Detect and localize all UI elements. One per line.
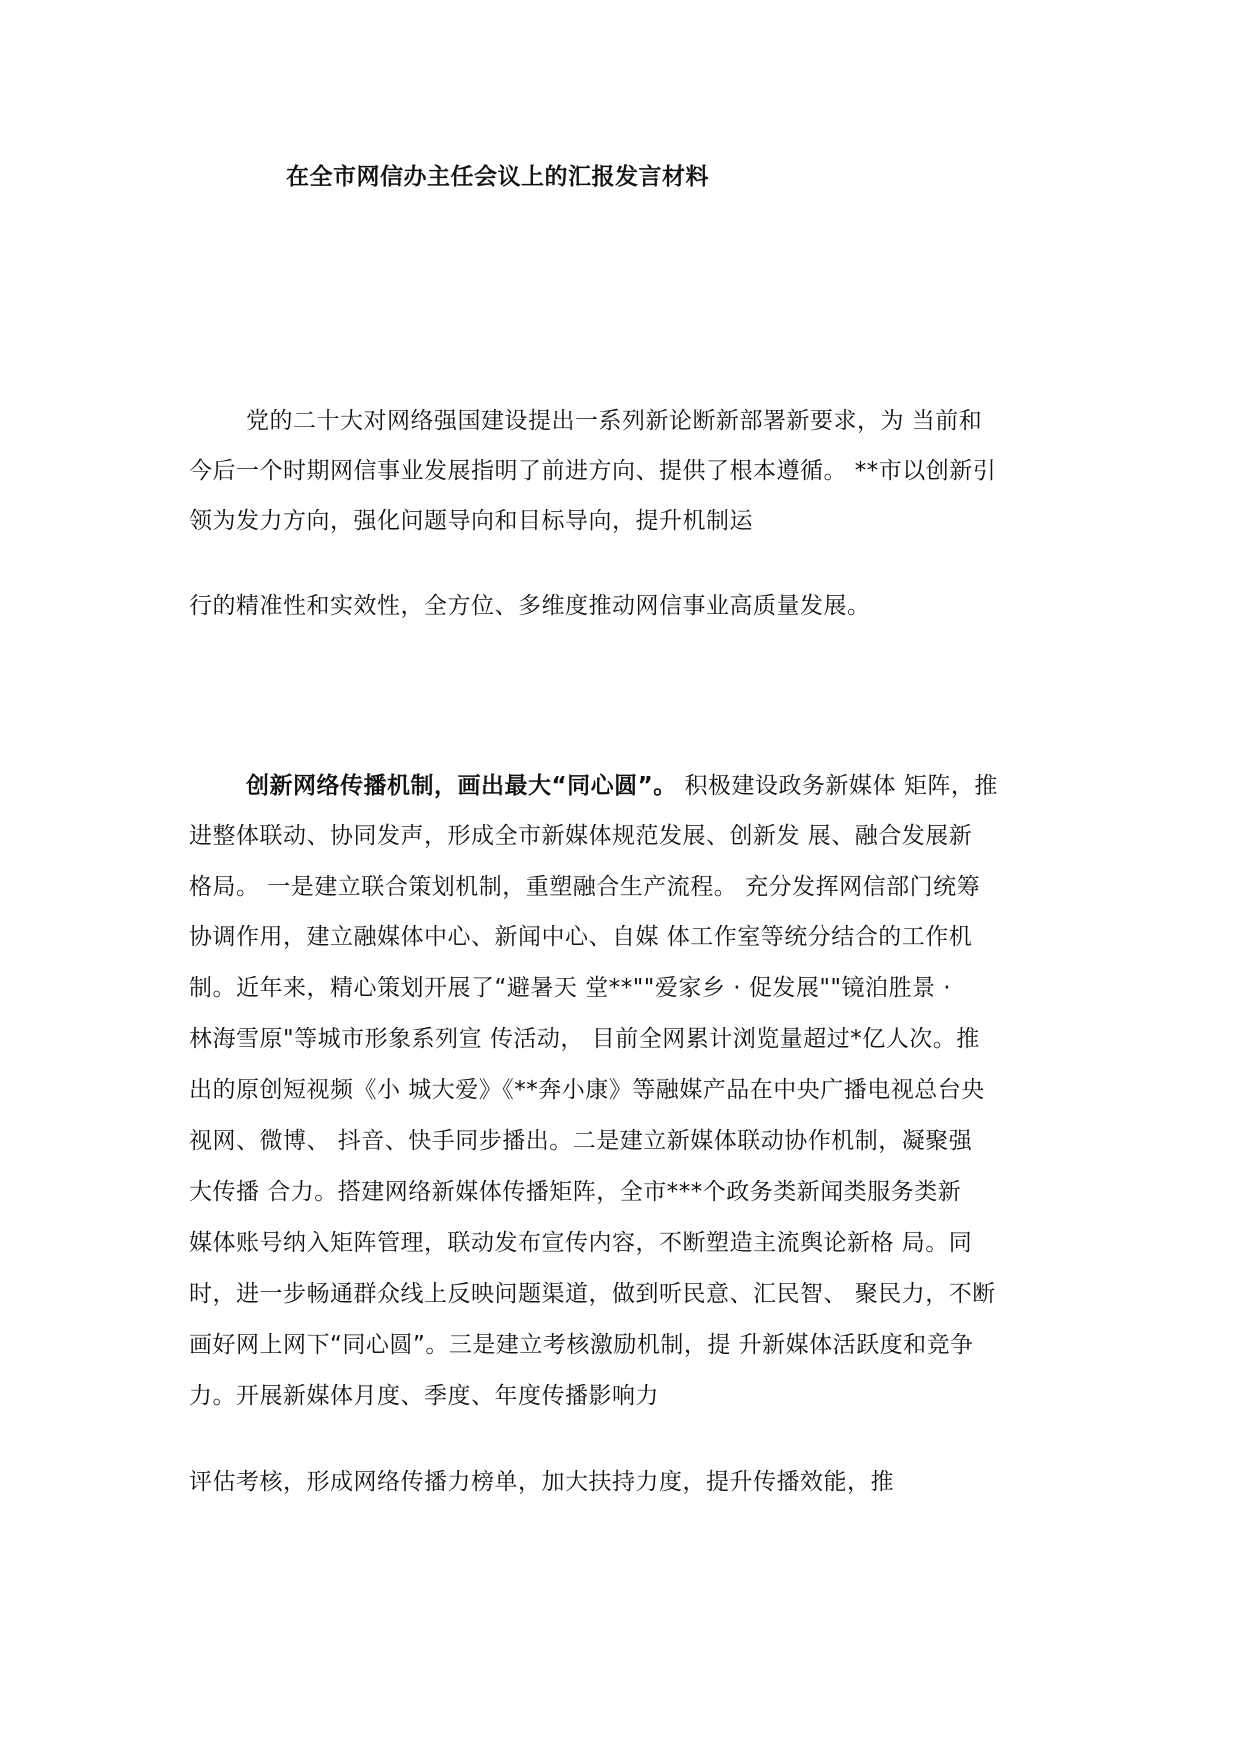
- paragraph-1-line-1: 党的二十大对网络强国建设提出一系列新论断新部署新要求，为 当前和: [246, 408, 983, 434]
- paragraph-1-line-2: 今后一个时期网信事业发展指明了前进方向、提供了根本遵循。 **市以创新引: [189, 458, 997, 484]
- paragraph-2-line-7: 出的原创短视频《小 城大爱》《**奔小康》等融媒产品在中央广播电视总台央: [189, 1077, 985, 1103]
- paragraph-2-line-1: [246, 770, 998, 802]
- paragraph-2-line-4: 协调作用，建立融媒体中心、新闻中心、自媒 体工作室等统分结合的工作机: [189, 924, 973, 950]
- paragraph-2-continuation: 评估考核，形成网络传播力榜单，加大扶持力度，提升传播效能，推: [189, 1469, 894, 1495]
- paragraph-2-line-9: 大传播 合力。搭建网络新媒体传播矩阵，全市***个政务类新闻类服务类新: [189, 1179, 962, 1205]
- paragraph-2-line-12: 画好网上网下“同心圆”。三是建立考核激励机制，提 升新媒体活跃度和竞争: [189, 1332, 974, 1358]
- paragraph-2-line-5: 制。近年来，精心策划开展了“避暑天 堂**""爱家乡 · 促发展""镜泊胜景 ·: [189, 975, 952, 1001]
- paragraph-2-line-13: 力。开展新媒体月度、季度、年度传播影响力: [189, 1383, 659, 1409]
- paragraph-2-line-2: 进整体联动、协同发声，形成全市新媒体规范发展、创新发 展、融合发展新: [189, 823, 973, 849]
- paragraph-2-line-6: 林海雪原"等城市形象系列宣 传活动， 目前全网累计浏览量超过*亿人次。推: [189, 1026, 980, 1052]
- paragraph-2-line-10: 媒体账号纳入矩阵管理，联动发布宣传内容，不断塑造主流舆论新格 局。同: [189, 1230, 973, 1256]
- paragraph-2-line-3: 格局。 一是建立联合策划机制，重塑融合生产流程。 充分发挥网信部门统筹: [189, 874, 981, 900]
- paragraph-1-line-3: 领为发力方向，强化问题导向和目标导向，提升机制运: [189, 508, 753, 534]
- paragraph-2-line-8: 视网、微博、 抖音、快手同步播出。二是建立新媒体联动协作机制，凝聚强: [189, 1128, 973, 1154]
- paragraph-2-first-line-rest: 积极建设政务新媒体 矩阵，推: [676, 773, 998, 799]
- document-title: 在全市网信办主任会议上的汇报发言材料: [286, 164, 709, 190]
- paragraph-1-continuation: 行的精准性和实效性，全方位、多维度推动网信事业高质量发展。: [189, 593, 871, 619]
- paragraph-2-heading: 创新网络传播机制，画出最大“同心圆”。: [246, 773, 677, 799]
- paragraph-2-line-11: 时，进一步畅通群众线上反映问题渠道，做到听民意、汇民智、 聚民力，不断: [189, 1281, 996, 1307]
